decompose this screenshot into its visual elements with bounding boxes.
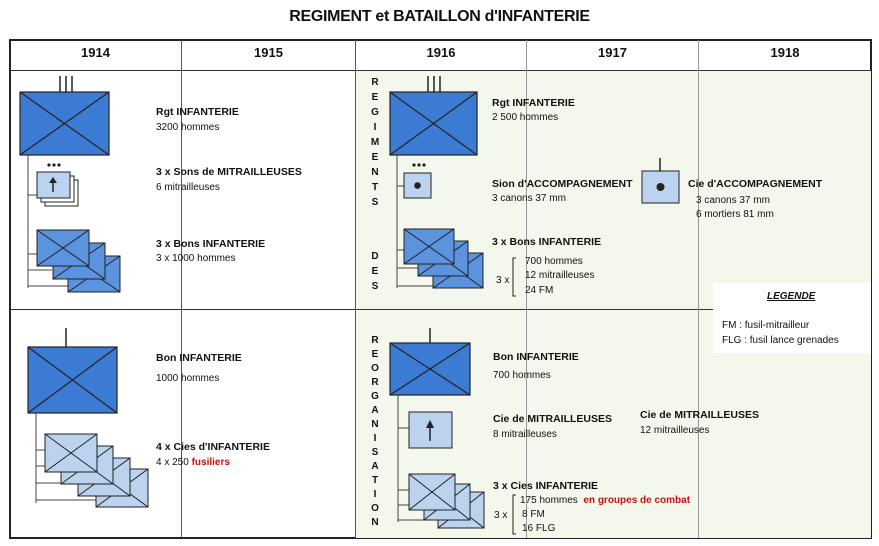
vertical-letter: T: [371, 475, 379, 486]
vertical-letter: R: [371, 77, 379, 88]
bn-count-1916-row2: 700 hommes: [493, 370, 551, 381]
vertical-letter: O: [371, 363, 379, 374]
vertical-letter: S: [371, 447, 379, 458]
battalion-symbol-1914: [28, 328, 117, 413]
vertical-letter: G: [371, 107, 379, 118]
battalion-symbol-1916: [390, 328, 470, 395]
vertical-label-regiments: [369, 76, 381, 209]
vertical-letter: D: [371, 251, 379, 262]
cies-count-1914: [156, 457, 230, 468]
year-header-1914: 1914: [81, 45, 110, 60]
mg-title-1917: Cie de MITRAILLEUSES: [640, 409, 760, 421]
accompaniment-company-symbol-1917: [642, 158, 679, 203]
vertical-letter: A: [371, 405, 379, 416]
legend-title: LEGENDE: [767, 291, 816, 302]
year-header-1918: 1918: [770, 45, 800, 60]
cie-line2-1917: 6 mortiers 81 mm: [696, 209, 774, 220]
bn-title-1914-row2: Bon INFANTERIE: [156, 352, 242, 364]
year-header-1915: 1915: [254, 45, 283, 60]
rgt-count-1914: 3200 hommes: [156, 122, 220, 133]
vertical-letter: E: [371, 266, 379, 277]
vertical-letter: I: [373, 433, 377, 444]
year-header-1916: 1916: [426, 45, 456, 60]
vertical-label-reorganisation: [369, 334, 381, 529]
cies-title-1916: 3 x Cies INFANTERIE: [493, 480, 599, 492]
vertical-letter: A: [371, 461, 379, 472]
bn-count-1914: 3 x 1000 hommes: [156, 253, 236, 264]
battalion-stack-symbol-1916: [404, 229, 483, 288]
bn-title-1916-row2: Bon INFANTERIE: [493, 351, 579, 363]
bn-detail-mg-1916: 12 mitrailleuses: [525, 270, 595, 281]
bn-detail-fm-1916: 24 FM: [525, 285, 554, 296]
battalion-stack-symbol-1914: [37, 230, 120, 292]
cies-line3-1916: 16 FLG: [522, 523, 556, 534]
cies-count-prefix: 4 x 250: [156, 457, 189, 468]
year-header-1917: 1917: [598, 45, 627, 60]
fusiliers-highlight: fusiliers: [191, 457, 230, 468]
rgt-count-1916: 2 500 hommes: [492, 112, 559, 123]
bn-prefix-1916: 3 x: [496, 275, 510, 286]
rgt-title-1916: Rgt INFANTERIE: [492, 97, 575, 109]
acc-count-1916: 3 canons 37 mm: [492, 193, 566, 204]
vertical-letter: T: [371, 182, 379, 193]
vertical-letter: S: [371, 197, 379, 208]
company-stack-symbol-1914: [45, 434, 148, 507]
vertical-letter: M: [370, 137, 380, 148]
mg-count-1916-row2: 8 mitrailleuses: [493, 429, 557, 440]
mg-count-1914: 6 mitrailleuses: [156, 182, 220, 193]
vertical-letter: N: [371, 419, 379, 430]
acc-title-1916: Sion d'ACCOMPAGNEMENT: [492, 178, 633, 190]
vertical-letter: N: [371, 167, 379, 178]
mg-company-symbol-1916: [409, 412, 452, 448]
bn-title-1916: 3 x Bons INFANTERIE: [492, 236, 602, 248]
vertical-letter: N: [371, 517, 379, 528]
cies-line2-1916: 8 FM: [522, 509, 545, 520]
vertical-letter: R: [371, 377, 379, 388]
vertical-letter: I: [373, 489, 377, 500]
vertical-letter: E: [371, 152, 379, 163]
vertical-label-des: [369, 250, 381, 293]
bn-count-1914-row2: 1000 hommes: [156, 373, 220, 384]
cies-title-1914: 4 x Cies d'INFANTERIE: [156, 441, 270, 453]
vertical-letter: R: [371, 335, 379, 346]
bn-detail-men-1916: 700 hommes: [525, 256, 583, 267]
mg-count-1917: 12 mitrailleuses: [640, 425, 710, 436]
regiment-symbol-1914: [20, 76, 109, 155]
legend-box: [713, 283, 871, 353]
vertical-letter: S: [371, 281, 379, 292]
mg-title-1916-row2: Cie de MITRAILLEUSES: [493, 413, 613, 425]
legend-flg: FLG : fusil lance grenades: [722, 335, 839, 346]
cie-title-1917: Cie d'ACCOMPAGNEMENT: [688, 178, 823, 190]
accompaniment-section-symbol-1916: [404, 163, 431, 198]
vertical-letter: I: [373, 122, 377, 133]
bn-title-1914: 3 x Bons INFANTERIE: [156, 238, 266, 250]
vertical-letter: E: [371, 92, 379, 103]
rgt-title-1914: Rgt INFANTERIE: [156, 106, 239, 118]
vertical-letter: G: [371, 391, 379, 402]
regiment-symbol-1916: [390, 76, 477, 155]
combat-groups-highlight: en groupes de combat: [583, 495, 691, 506]
cies-line1-1916: [520, 495, 690, 506]
legend-fm: FM : fusil-mitrailleur: [722, 320, 810, 331]
vertical-letter: O: [371, 503, 379, 514]
diagram-title: REGIMENT et BATAILLON d'INFANTERIE: [289, 8, 590, 25]
vertical-letter: E: [371, 349, 379, 360]
cies-line1-men: 175 hommes: [520, 495, 578, 506]
cie-line1-1917: 3 canons 37 mm: [696, 195, 770, 206]
mg-section-symbol-1914: [37, 163, 78, 206]
cies-prefix-1916: 3 x: [494, 510, 508, 521]
mg-title-1914: 3 x Sons de MITRAILLEUSES: [156, 166, 302, 178]
